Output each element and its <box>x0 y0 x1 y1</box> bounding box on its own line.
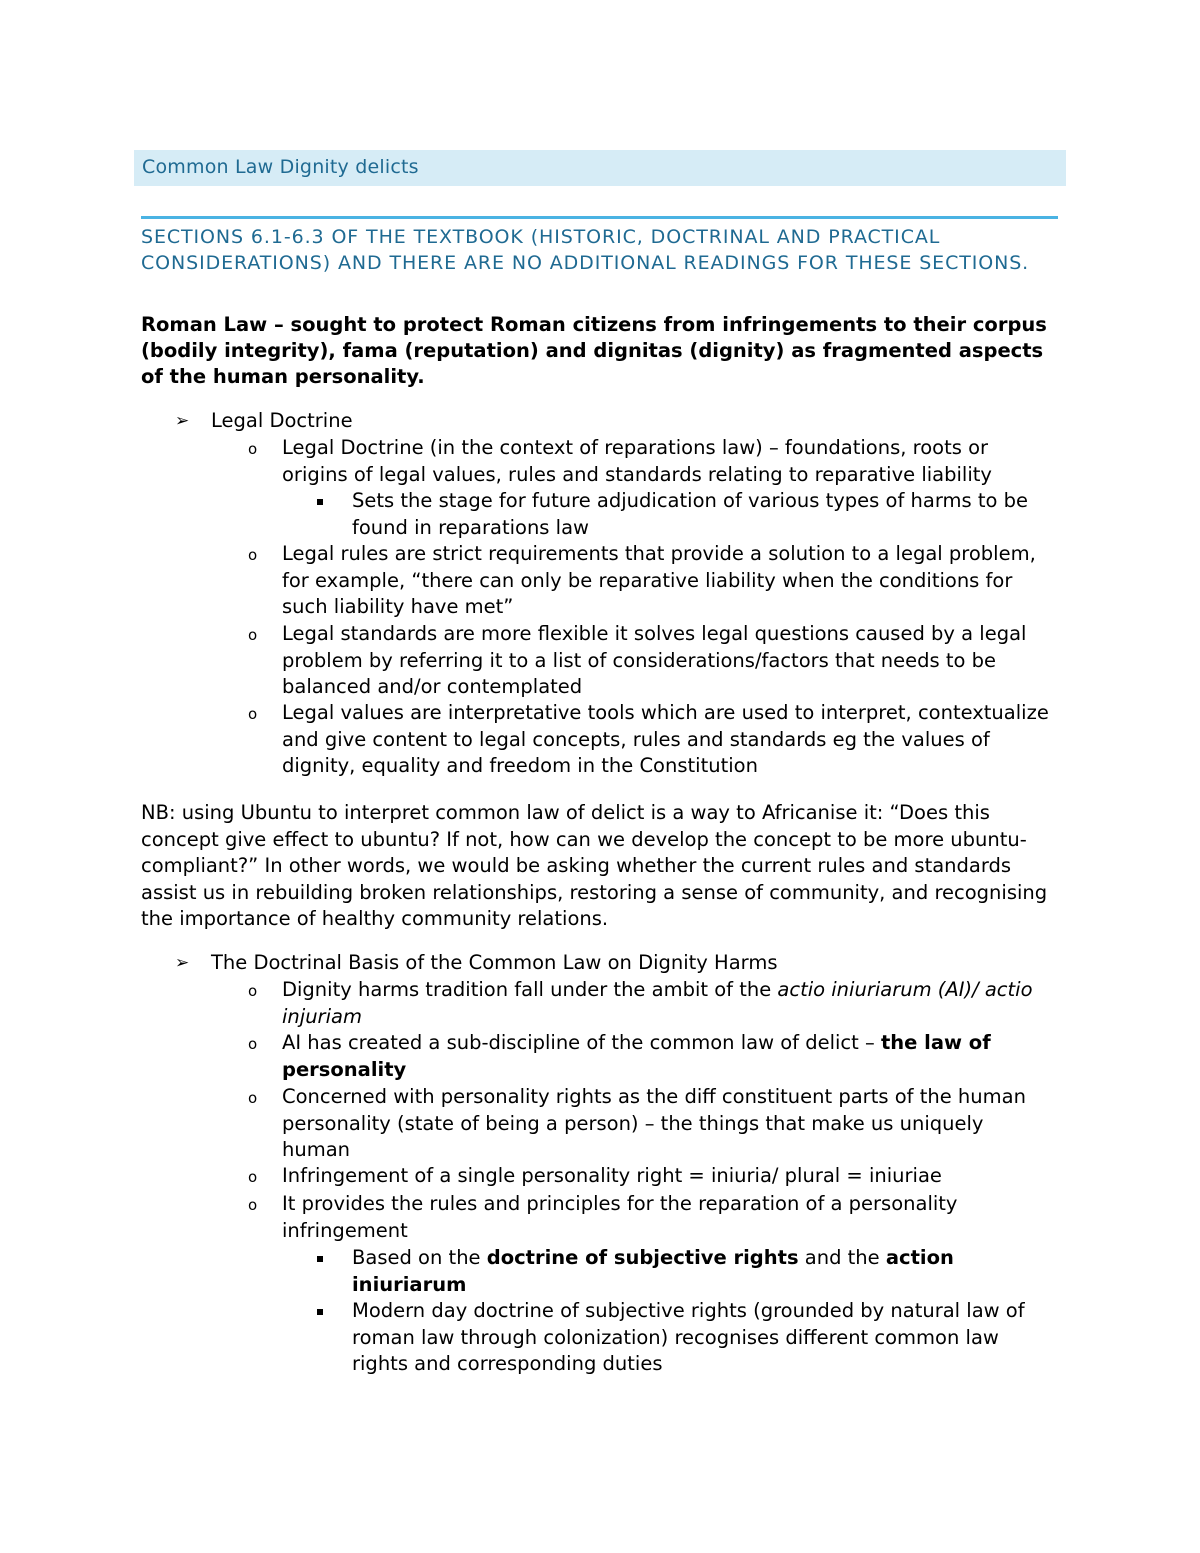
roman-law-paragraph: Roman Law – sought to protect Roman citizens from infringements to their corpus (bodily integrity), fama (reputation) and dignitas (dignity) as fragmented aspects of the human personality. <box>141 313 1047 388</box>
legal-doctrine-item-1-sub-1: Sets the stage for future adjudication of various types of harms to be found in reparations law <box>352 489 1029 539</box>
circle-bullet-icon: o <box>248 1168 258 1186</box>
doctrinal-basis-item-3: Concerned with personality rights as the diff constituent parts of the human personality (state of being a person) – the things that make us uniquely human <box>282 1085 1026 1161</box>
legal-doctrine-item-2: Legal rules are strict requirements that provide a solution to a legal problem, for example, “there can only be reparative liability when the conditions for such liability have met” <box>282 542 1036 618</box>
title-divider <box>141 216 1058 219</box>
item-2-text: AI has created a sub-discipline of the common law of delict – <box>282 1031 881 1054</box>
doctrinal-basis-item-5-sub-1 <box>352 1245 1012 1298</box>
legal-doctrine-item-3: Legal standards are more flexible it solves legal questions caused by a legal problem by referring it to a list of considerations/factors that needs to be balanced and/or contemplated <box>282 622 1027 698</box>
square-bullet-icon <box>317 1256 323 1262</box>
doctrinal-basis-item-5-sub-2: Modern day doctrine of subjective rights (grounded by natural law of roman law through colonization) recognises different common law rights and corresponding duties <box>352 1299 1025 1375</box>
legal-doctrine-item-1: Legal Doctrine (in the context of reparations law) – foundations, roots or origins of legal values, rules and standards relating to reparative liability <box>282 436 992 486</box>
sub-1-bold-d: action iniuriarum <box>352 1246 954 1296</box>
circle-bullet-icon: o <box>248 546 258 564</box>
doctrinal-basis-heading: The Doctrinal Basis of the Common Law on Dignity Harms <box>211 951 778 974</box>
circle-bullet-icon: o <box>248 626 258 644</box>
circle-bullet-icon: o <box>248 1089 258 1107</box>
item-2-bold: the law of personality <box>282 1031 991 1081</box>
doctrinal-basis-item-5: It provides the rules and principles for the reparation of a personality infringement <box>282 1192 958 1242</box>
item-1-text: Dignity harms tradition fall under the ambit of the <box>282 978 778 1001</box>
legal-doctrine-item-4: Legal values are interpretative tools which are used to interpret, contextualize and give content to legal concepts, rules and standards eg the values of dignity, equality and freedom in the Constitution <box>282 701 1049 777</box>
item-1-italic: actio iniuriarum (AI)/ actio injuriam <box>282 978 1033 1028</box>
circle-bullet-icon: o <box>248 705 258 723</box>
arrow-bullet-icon: ➢ <box>175 953 190 973</box>
legal-doctrine-heading: Legal Doctrine <box>211 409 353 432</box>
sub-1-bold-b: doctrine of subjective rights <box>486 1246 799 1269</box>
square-bullet-icon <box>317 499 323 505</box>
doctrinal-basis-item-1 <box>282 977 1052 1030</box>
title-banner <box>134 150 1066 186</box>
circle-bullet-icon: o <box>248 982 258 1000</box>
circle-bullet-icon: o <box>248 1196 258 1214</box>
nb-paragraph: NB: using Ubuntu to interpret common law of delict is a way to Africanise it: “Does this concept give effect to ubuntu? If not, how can we develop the concept to be more ubuntu-compliant?” In other words, we would be asking whether the current rules and standards assist us in rebuilding broken relationships, restoring a sense of community, and recognising the importance of healthy community relations. <box>141 801 1048 930</box>
sub-1-text-a: Based on the <box>352 1246 487 1269</box>
doctrinal-basis-item-4: Infringement of a single personality right = iniuria/ plural = iniuriae <box>282 1164 942 1187</box>
document-title: Common Law Dignity delicts <box>142 156 419 178</box>
circle-bullet-icon: o <box>248 440 258 458</box>
sub-1-text-c: and the <box>798 1246 886 1269</box>
doctrinal-basis-item-2 <box>282 1030 1052 1083</box>
square-bullet-icon <box>317 1309 323 1315</box>
circle-bullet-icon: o <box>248 1035 258 1053</box>
sections-note: SECTIONS 6.1-6.3 OF THE TEXTBOOK (HISTORIC, DOCTRINAL AND PRACTICAL CONSIDERATIONS) AND THERE ARE NO ADDITIONAL READINGS FOR THESE SECTIONS. <box>141 226 1030 274</box>
arrow-bullet-icon: ➢ <box>175 411 190 431</box>
